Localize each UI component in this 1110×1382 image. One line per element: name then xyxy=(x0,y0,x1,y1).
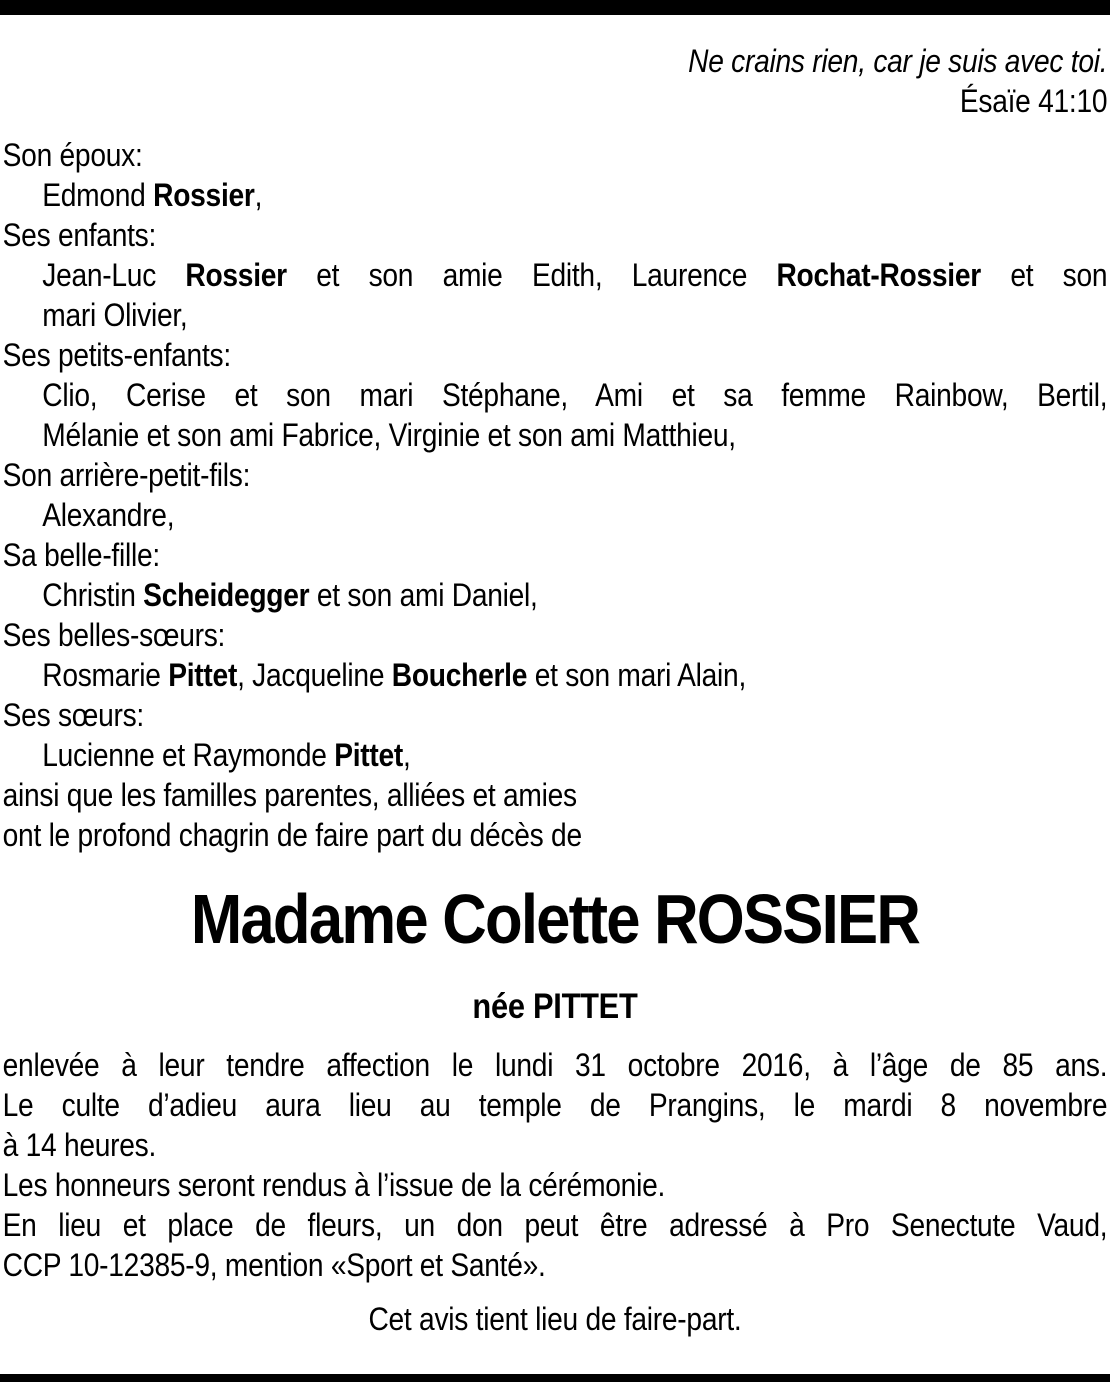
text-line xyxy=(3,1125,1108,1165)
text-line xyxy=(3,1165,1108,1205)
text-segment: Rossier xyxy=(153,177,255,213)
text-segment: Rossier xyxy=(185,257,287,293)
notice-content-wrapper xyxy=(0,15,1110,1339)
text-segment: Pittet xyxy=(168,657,238,693)
scripture-quote xyxy=(3,41,1108,121)
text-segment: Son époux: xyxy=(2,137,143,173)
text-line xyxy=(3,135,1108,175)
text-line xyxy=(3,575,1108,615)
text-segment: Edmond xyxy=(42,177,154,213)
text-segment: Son arrière-petit-fils: xyxy=(2,457,251,493)
text-segment: à 14 heures. xyxy=(2,1127,157,1163)
text-line xyxy=(3,175,1108,215)
text-line xyxy=(3,735,1108,775)
deceased-maiden-name: née PITTET xyxy=(472,987,638,1026)
text-segment: Ses petits-enfants: xyxy=(2,337,231,373)
text-line xyxy=(3,815,1108,855)
funeral-details xyxy=(3,1045,1108,1285)
text-segment: Les honneurs seront rendus à l’issue de la cérémonie. xyxy=(2,1167,666,1203)
text-segment: Lucienne et Raymonde xyxy=(42,737,335,773)
text-line xyxy=(3,1085,1108,1125)
text-segment: Ses sœurs: xyxy=(2,697,144,733)
text-line xyxy=(3,495,1108,535)
quote-text: Ne crains rien, car je suis avec toi. xyxy=(688,43,1108,79)
text-segment: Jean-Luc xyxy=(42,257,186,293)
text-segment: et son xyxy=(980,257,1108,293)
text-line xyxy=(3,1205,1108,1245)
text-line xyxy=(3,295,1108,335)
closing-statement: Cet avis tient lieu de faire-part. xyxy=(368,1301,742,1337)
text-segment: Alexandre, xyxy=(42,497,175,533)
text-segment: Clio, Cerise et son mari Stéphane, Ami et sa femme Rainbow, Bertil, xyxy=(42,377,1108,413)
text-segment: et son amie Edith, Laurence xyxy=(286,257,777,293)
text-line xyxy=(3,215,1108,255)
text-line xyxy=(3,655,1108,695)
text-segment: , Jacqueline xyxy=(237,657,392,693)
text-segment: Ses belles-sœurs: xyxy=(2,617,226,653)
text-segment: Pittet xyxy=(334,737,404,773)
text-line xyxy=(3,255,1108,295)
text-segment: ainsi que les familles parentes, alliées et amies xyxy=(2,777,577,813)
top-border-bar xyxy=(0,0,1110,15)
text-segment: mari Olivier, xyxy=(42,297,188,333)
text-line xyxy=(3,1045,1108,1085)
text-segment: Ses enfants: xyxy=(2,217,157,253)
text-segment: Sa belle-fille: xyxy=(2,537,160,573)
text-segment: Rosmarie xyxy=(42,657,169,693)
deceased-name-title: Madame Colette ROSSIER xyxy=(190,880,920,958)
text-segment: et son mari Alain, xyxy=(527,657,747,693)
text-segment: ont le profond chagrin de faire part du décès de xyxy=(2,817,582,853)
bottom-border-bar xyxy=(0,1374,1110,1382)
text-line xyxy=(3,535,1108,575)
text-segment: Rochat-Rossier xyxy=(776,257,981,293)
text-segment: Christin xyxy=(42,577,144,613)
text-segment: Le culte d’adieu aura lieu au temple de Prangins, le mardi 8 novembre xyxy=(2,1087,1108,1123)
text-line xyxy=(3,375,1108,415)
text-segment: et son ami Daniel, xyxy=(309,577,538,613)
text-line xyxy=(3,455,1108,495)
text-line xyxy=(3,615,1108,655)
text-segment: Boucherle xyxy=(391,657,528,693)
text-line xyxy=(3,775,1108,815)
text-line xyxy=(3,695,1108,735)
text-segment: Mélanie et son ami Fabrice, Virginie et son ami Matthieu, xyxy=(42,417,736,453)
text-segment: enlevée à leur tendre affection le lundi 31 octobre 2016, à l’âge de 85 ans. xyxy=(2,1047,1108,1083)
text-segment: Scheidegger xyxy=(143,577,310,613)
text-line xyxy=(3,415,1108,455)
family-list xyxy=(3,135,1108,855)
notice-content xyxy=(0,15,1110,1339)
quote-source: Ésaïe 41:10 xyxy=(959,83,1108,119)
text-segment: En lieu et place de fleurs, un don peut être adressé à Pro Senectute Vaud, xyxy=(2,1207,1108,1243)
text-segment: CCP 10-12385-9, mention «Sport et Santé». xyxy=(2,1247,546,1283)
text-line xyxy=(3,1245,1108,1285)
text-segment: , xyxy=(403,737,411,773)
text-line xyxy=(3,335,1108,375)
text-segment: , xyxy=(254,177,263,213)
